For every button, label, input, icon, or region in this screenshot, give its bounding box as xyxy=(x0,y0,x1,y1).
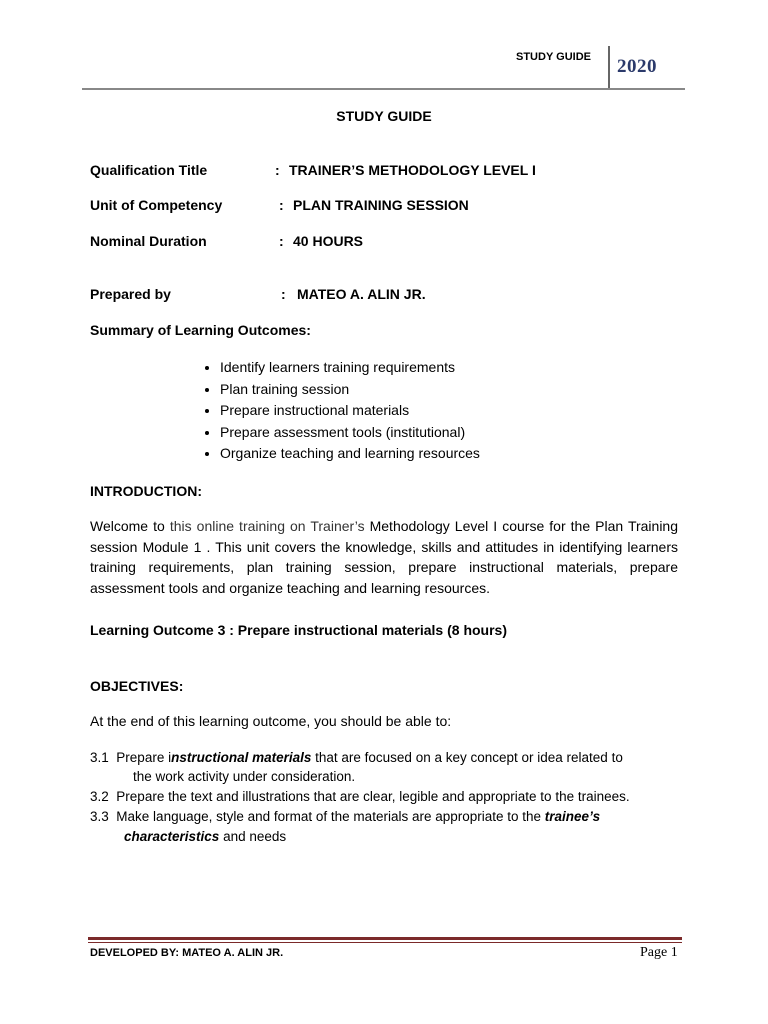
outcomes-list xyxy=(200,357,480,465)
list-item: • Plan training session xyxy=(220,379,480,401)
intro-text-2: this online training on Trainer’s xyxy=(169,518,365,534)
objective-text: that are focused on a key concept or idea related to xyxy=(311,750,623,765)
objective-3-continued xyxy=(124,829,286,844)
intro-text-3: Methodology Level I course for the Plan Training session Module 1 . This unit covers the knowledge, skills and attitudes in identifying learners training requirements, plan training session, prepare instructional materials, prepare assessment tools and organize teaching and learning resources. xyxy=(90,518,679,596)
list-item: • Prepare instructional materials xyxy=(220,400,480,422)
qualification-value: TRAINER’S METHODOLOGY LEVEL I xyxy=(289,162,536,178)
unit-value: PLAN TRAINING SESSION xyxy=(293,197,469,213)
prepared-value: MATEO A. ALIN JR. xyxy=(297,286,426,302)
objective-text: Make language, style and format of the materials are appropriate to the xyxy=(116,809,545,824)
intro-heading: INTRODUCTION: xyxy=(90,483,202,499)
header-label: STUDY GUIDE xyxy=(516,51,591,63)
duration-value: 40 HOURS xyxy=(293,233,364,249)
objective-2 xyxy=(90,789,630,804)
list-item: • Organize teaching and learning resources xyxy=(220,443,480,465)
objective-number: 3.2 xyxy=(90,789,109,804)
objective-emphasis: characteristics xyxy=(124,829,220,844)
intro-paragraph xyxy=(90,516,678,598)
unit-sep: : xyxy=(279,197,284,213)
learning-outcome: Learning Outcome 3 : Prepare instructional materials (8 hours) xyxy=(90,622,507,638)
objective-text: Prepare the text and illustrations that are clear, legible and appropriate to the trainees. xyxy=(116,789,630,804)
prepared-label: Prepared by xyxy=(90,286,171,302)
duration-label: Nominal Duration xyxy=(90,233,207,249)
duration-sep: : xyxy=(279,233,284,249)
qualification-sep: : xyxy=(275,162,280,178)
objective-emphasis: trainee’s xyxy=(544,809,601,824)
list-item: • Identify learners training requirements xyxy=(220,357,480,379)
page-title: STUDY GUIDE xyxy=(336,108,432,124)
intro-text-1: Welcome to xyxy=(90,518,170,534)
prepared-sep: : xyxy=(281,286,286,302)
objective-3 xyxy=(90,809,600,824)
objective-text: Prepare i xyxy=(116,750,172,765)
footer-rule xyxy=(88,937,682,940)
objectives-heading: OBJECTIVES: xyxy=(90,678,184,694)
list-item: • Prepare assessment tools (institutional) xyxy=(220,422,480,444)
objective-1 xyxy=(90,750,623,765)
header-divider xyxy=(608,46,610,88)
summary-heading: Summary of Learning Outcomes: xyxy=(90,322,311,338)
objective-number: 3.1 xyxy=(90,750,109,765)
footer-developed-by: DEVELOPED BY: MATEO A. ALIN JR. xyxy=(90,947,284,959)
qualification-label: Qualification Title xyxy=(90,162,208,178)
objective-emphasis: nstructional materials xyxy=(171,750,312,765)
objectives-lead: At the end of this learning outcome, you should be able to: xyxy=(90,713,452,729)
objective-1-continued: the work activity under consideration. xyxy=(133,769,356,784)
footer-rule-thin xyxy=(88,942,682,943)
header-rule xyxy=(82,88,685,90)
header-year: 2020 xyxy=(617,56,657,77)
objective-text: and needs xyxy=(219,829,287,844)
objective-number: 3.3 xyxy=(90,809,109,824)
page-number: Page 1 xyxy=(640,945,678,960)
unit-label: Unit of Competency xyxy=(90,197,223,213)
